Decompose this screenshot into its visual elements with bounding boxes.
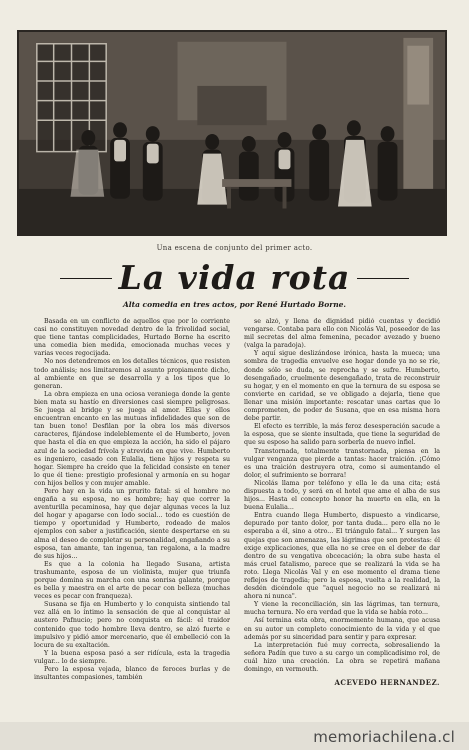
- text-column-left: [34, 318, 230, 710]
- paragraph: Pero la esposa vejada, blanco de feroces burlas y de insultantes compasiones, también: [34, 666, 230, 682]
- paragraph: Nicolás llama por teléfono y ella le da una cita; está dispuesta a todo, y será en el hotel que ame el alba de sus hijos... Hasta el concepto honor ha muerto en ella, en la buena Eulalia...: [244, 479, 440, 512]
- text-column-right: [244, 318, 440, 710]
- paragraph: Susana se fija en Humberto y lo conquista sintiendo tal vez allá en lo íntimo la sensación de que al conquistar al austero Pafnucio; pero no conquista en fácil: el traidor contenido que todo hombre lleva dentro, se alzó fuerte e impulsivo y pidió amor mercenario, que él embelleció con la locura de su exaltación.: [34, 601, 230, 649]
- paragraph: No nos detendremos en los detalles técnicos, que resisten todo análisis; nos limitaremos al asunto propiamente dicho, al ambiente en que se desarrolla y a los tipos que lo generan.: [34, 358, 230, 390]
- paragraph: Basada en un conflicto de aquellos que por lo corriente casi no constituyen novedad dentro de la frivolidad social, que tiene tantas complicidades, Hurtado Borne ha escrito una comedia bien medida, emocionada muchas veces y varias veces regocijada.: [34, 318, 230, 358]
- paragraph: Es que a la colonia ha llegado Susana, artista trashumante, esposa de un violinista, mujer que triunfa porque domina su marcha con una sonrisa galante, porque es bella y maestra en el arte de pecar con belleza (muchas veces es pecar con franqueza).: [34, 560, 230, 601]
- scene-photo: [17, 30, 447, 236]
- author-signature: ACEVEDO HERNANDEZ.: [334, 678, 440, 688]
- paragraph: La obra empieza en una ociosa veraniega donde la gente bien mata su hastío en diversiones casi siempre peligrosas. Se juega al bridge y se juega al amor. Ellas y ellos encuentran encanto en las mutuas infidelidades que son de tan buen tono! Desfilan por la obra los más diversos caracteres, fijándose indeleblemente el de Humberto, joven que hasta el día en que empieza la acción, ha sido el pájaro azul de la sociedad frívola y atrevida en que vive. Humberto es ingeniero, casado con Eulalia, tiene hijos y respeta su hogar. Siempre ha creído que la felicidad consiste en tener lo que él tiene: prestigio profesional y armonía en su hogar con hijos bellos y con mujer amable.: [34, 390, 230, 487]
- paragraph: Pero hay en la vida un prurito fatal: si el hombre no engaña a su esposa, no es hombre; hay que correr la aventurilla pecaminosa, hay que dejar algunas veces la luz del hogar y apagarse con lodo social... todo es cuestión de tiempo y oportunidad y Humberto, rodeado de malos ejemplos con saber a justificación, siente despertarse en su alma el deseo de completar su personalidad, engañando a su esposa, tan amante, tan ingenua, tan regalona, a la madre de sus hijos...: [34, 487, 230, 560]
- photo-caption: Una escena de conjunto del primer acto.: [156, 244, 313, 252]
- paragraph: Y la buena esposa pasó a ser ridícula, esta la tragedia vulgar... lo de siempre.: [34, 649, 230, 665]
- paragraph: Y viene la reconciliación, sin las lágrimas, tan ternura, mucha ternura. No era verdad que la vida se había roto...: [244, 601, 440, 617]
- paragraph: se alzó, y llena de dignidad pidió cuentas y decidió vengarse. Contaba para ello con Nicolás Val, poseedor de las mil secretas del alma femenina, pecador avezado y bueno (valga la paradoja).: [244, 318, 440, 350]
- article-title: La vida rota: [118, 258, 351, 297]
- paragraph: Transtornada, totalmente transtornada, piensa en la vulgar venganza que pierde a tantas: hacer traición. ¡Cómo es una traición destruyera otra, como si aumentando el dolor, el sufrimiento se borrara!: [244, 447, 440, 479]
- scene-photo-illustration: [19, 32, 445, 234]
- paragraph: La interpretación fué muy correcta, sobresaliendo la señora Padín que tuvo a su cargo un complicadísimo rol, de cuál hizo una creación. La obra se repetirá mañana domingo, en vermouth.: [244, 641, 440, 674]
- paragraph: Entra cuando llega Humberto, dispuesto a vindicarse, depurado por tanto dolor, por tanta duda... pero ella no le esperaba a él, sino a otro... El triángulo fatal... Y surgen las quejas que son amenazas, las lágrimas que son protestas: él exige explicaciones, que ella no se cree en el deber de dar dentro de su vengativa obcecación; la obra sube hasta el más cruel fatalismo, parece que se realizará la vida se ha roto. Llega Nicolás Val y en ese momento el drama tiene reflejos de tragedia; pero la esposa, vuelta a la realidad, la desdén dicéndole que "aquel negocio no se realizará ni ahora ni nunca".: [244, 512, 440, 601]
- paragraph: Así termina esta obra, enormemente humana, que acusa en su autor un completo conocimiento de la vida y el que además por su sinceridad para sentir y para expresar.: [244, 617, 440, 641]
- watermark-link[interactable]: memoriachilena.cl: [313, 728, 455, 746]
- footer-bar: [0, 722, 469, 750]
- article-subtitle: Alta comedia en tres actos, por René Hurtado Borne.: [122, 300, 347, 309]
- paragraph: El efecto es terrible, la más feroz desesperación sacude a la esposa, que se siente insultada, que tiene la seguridad de que su esposo ha salido para sorberla de nuevo infiel.: [244, 423, 440, 447]
- paragraph: Y aquí sigue deslizándose irónica, hasta la mueca; una sombra de tragedia envuelve ese hogar donde ya no se ríe, donde sólo se duda, se reprocha y se sufre. Humberto, desengañado, cruelmente desengañado, trata de reconstruir su hogar, y en el momento en que la ternura de su esposa se convierte en caridad, se ve obligado a dejarla, tiene que llenar una misión importante: rescatar unas cartas que lo comprometen, de poder de Susana, que en esa misma hora debe partir.: [244, 350, 440, 423]
